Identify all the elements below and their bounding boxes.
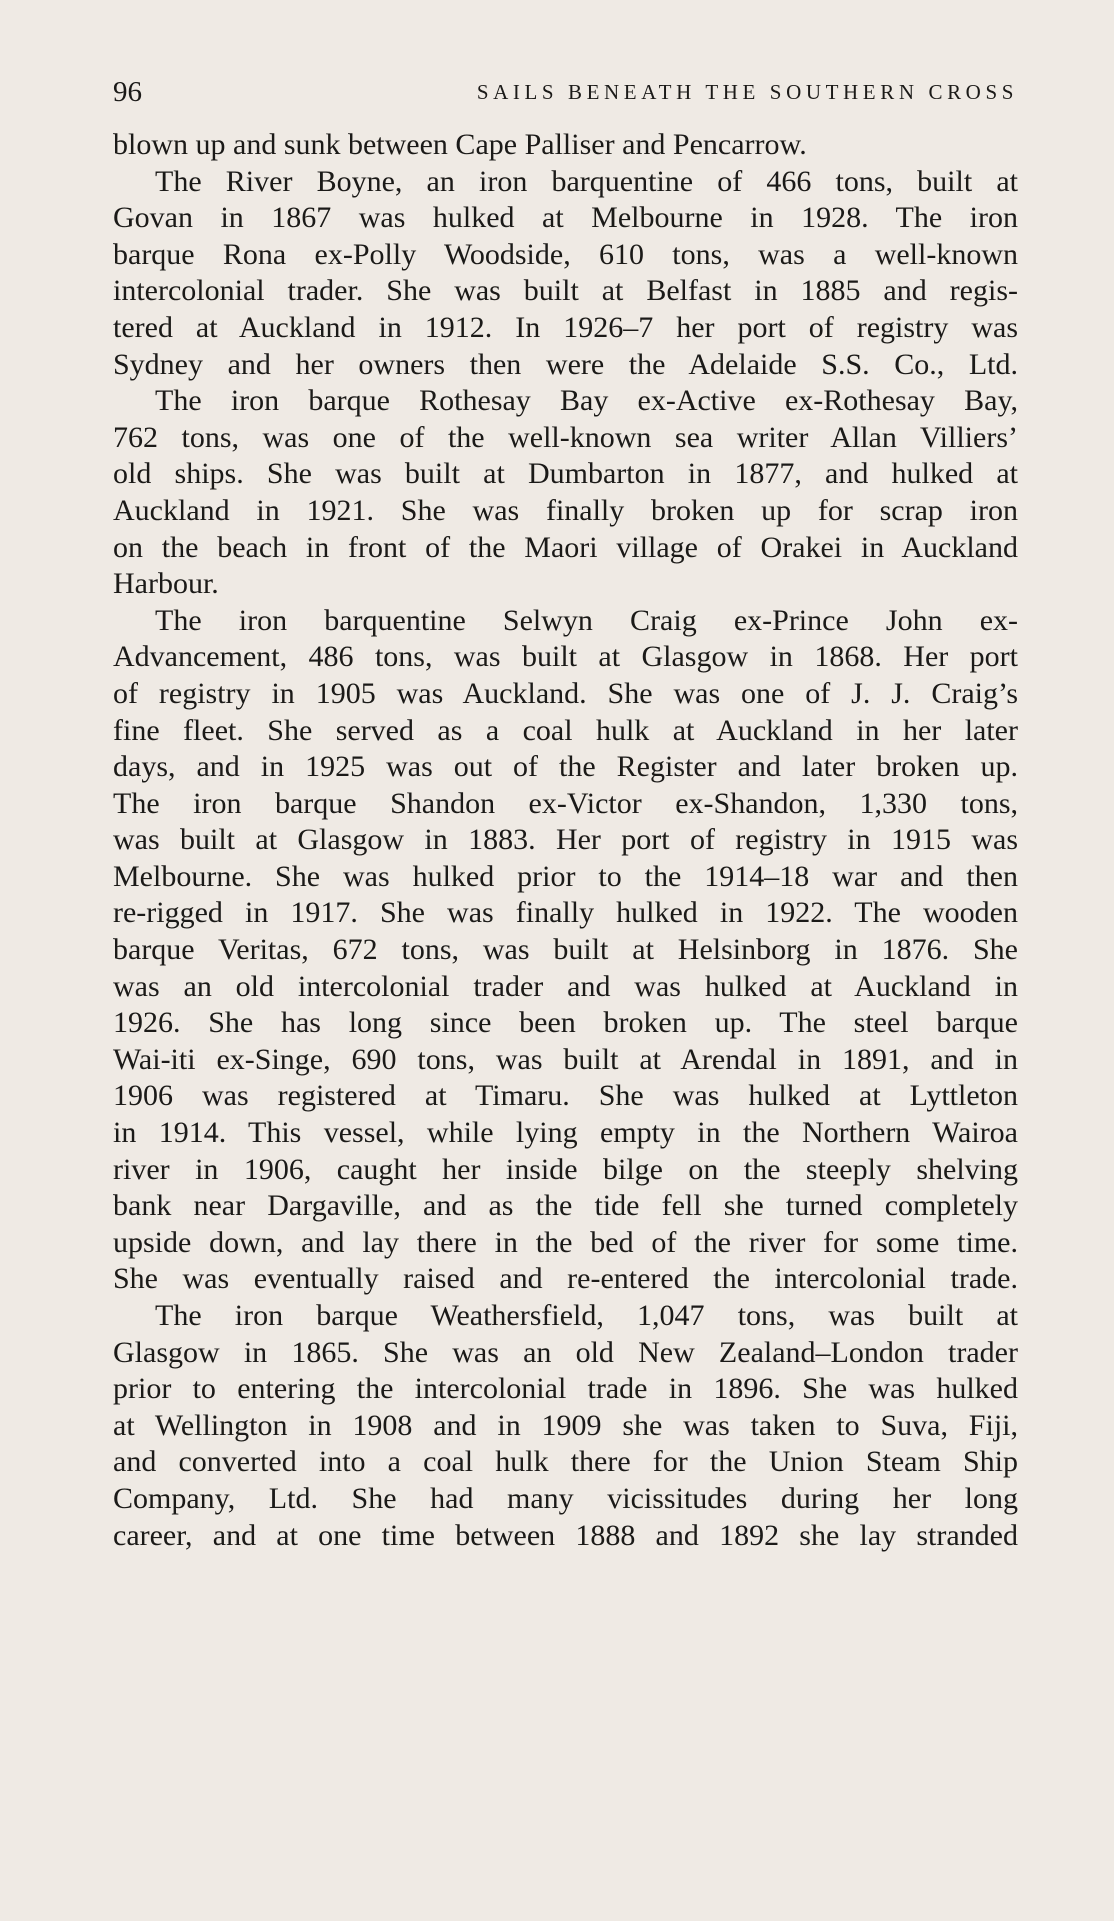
text-line: in 1914. This vessel, while lying empty in the Northern Wairoa (113, 1116, 1018, 1150)
text-line: at Wellington in 1908 and in 1909 she was taken to Suva, Fiji, (113, 1408, 1018, 1442)
text-line: Company, Ltd. She had many vicissitudes during her long (113, 1481, 1018, 1515)
text-line: barque Rona ex-Polly Woodside, 610 tons, was a well-known (113, 237, 1018, 271)
text-line: Advancement, 486 tons, was built at Glasgow in 1868. Her port (113, 640, 1018, 674)
text-line: barque Veritas, 672 tons, was built at Helsinborg in 1876. She (113, 933, 1018, 967)
text-line: bank near Dargaville, and as the tide fell she turned completely (113, 1189, 1018, 1223)
text-line: was an old intercolonial trader and was hulked at Auckland in (113, 969, 1018, 1003)
body-text (113, 127, 1063, 1554)
text-line: intercolonial trader. She was built at Belfast in 1885 and regis- (113, 274, 1018, 308)
text-line: The iron barque Weathersfield, 1,047 tons, was built at (155, 1299, 1018, 1332)
book-title: SAILS BENEATH THE SOUTHERN CROSS (476, 80, 1018, 104)
text-line: The iron barque Rothesay Bay ex-Active ex-Rothesay Bay, (155, 384, 1018, 418)
text-line: The iron barque Shandon ex-Victor ex-Shandon, 1,330 tons, (113, 786, 1018, 820)
text-line: The iron barquentine Selwyn Craig ex-Prince John ex- (155, 603, 1018, 637)
text-line: 762 tons, was one of the well-known sea writer Allan Villiers’ (113, 420, 1018, 454)
text-line: She was eventually raised and re-entered the intercolonial trade. (113, 1262, 1018, 1296)
text-line: days, and in 1925 was out of the Register and later broken up. (113, 750, 1018, 784)
text-line: prior to entering the intercolonial trade in 1896. She was hulked (113, 1372, 1018, 1406)
text-line: career, and at one time between 1888 and 1892 she lay stranded (113, 1518, 1018, 1552)
page-number: 96 (113, 76, 142, 108)
text-line: blown up and sunk between Cape Palliser and Pencarrow. (113, 128, 807, 161)
running-head (113, 72, 1018, 112)
text-line: and converted into a coal hulk there for the Union Steam Ship (113, 1445, 1018, 1479)
text-line: old ships. She was built at Dumbarton in 1877, and hulked at (113, 457, 1018, 491)
text-line: Wai-iti ex-Singe, 690 tons, was built at Arendal in 1891, and in (113, 1042, 1018, 1076)
text-line: Auckland in 1921. She was finally broken up for scrap iron (113, 493, 1018, 527)
text-line: 1926. She has long since been broken up. The steel barque (113, 1006, 1018, 1040)
text-line: Melbourne. She was hulked prior to the 1914–18 war and then (113, 859, 1018, 893)
text-line: 1906 was registered at Timaru. She was hulked at Lyttleton (113, 1079, 1018, 1113)
text-line: re-rigged in 1917. She was finally hulked in 1922. The wooden (113, 896, 1018, 930)
text-line: Govan in 1867 was hulked at Melbourne in 1928. The iron (113, 201, 1018, 235)
text-line: on the beach in front of the Maori village of Orakei in Auckland (113, 530, 1018, 564)
text-line: Glasgow in 1865. She was an old New Zealand–London trader (113, 1335, 1018, 1369)
text-line: river in 1906, caught her inside bilge on the steeply shelving (113, 1152, 1018, 1186)
text-line: of registry in 1905 was Auckland. She was one of J. J. Craig’s (113, 676, 1018, 710)
text-line: The River Boyne, an iron barquentine of 466 tons, built at (155, 164, 1018, 198)
text-line: upside down, and lay there in the bed of the river for some time. (113, 1225, 1018, 1259)
text-line: was built at Glasgow in 1883. Her port of registry in 1915 was (113, 823, 1018, 857)
text-line: tered at Auckland in 1912. In 1926–7 her port of registry was (113, 310, 1018, 344)
text-line: Harbour. (113, 567, 219, 601)
text-line: Sydney and her owners then were the Adelaide S.S. Co., Ltd. (113, 347, 1018, 381)
text-line: fine fleet. She served as a coal hulk at Auckland in her later (113, 713, 1018, 747)
